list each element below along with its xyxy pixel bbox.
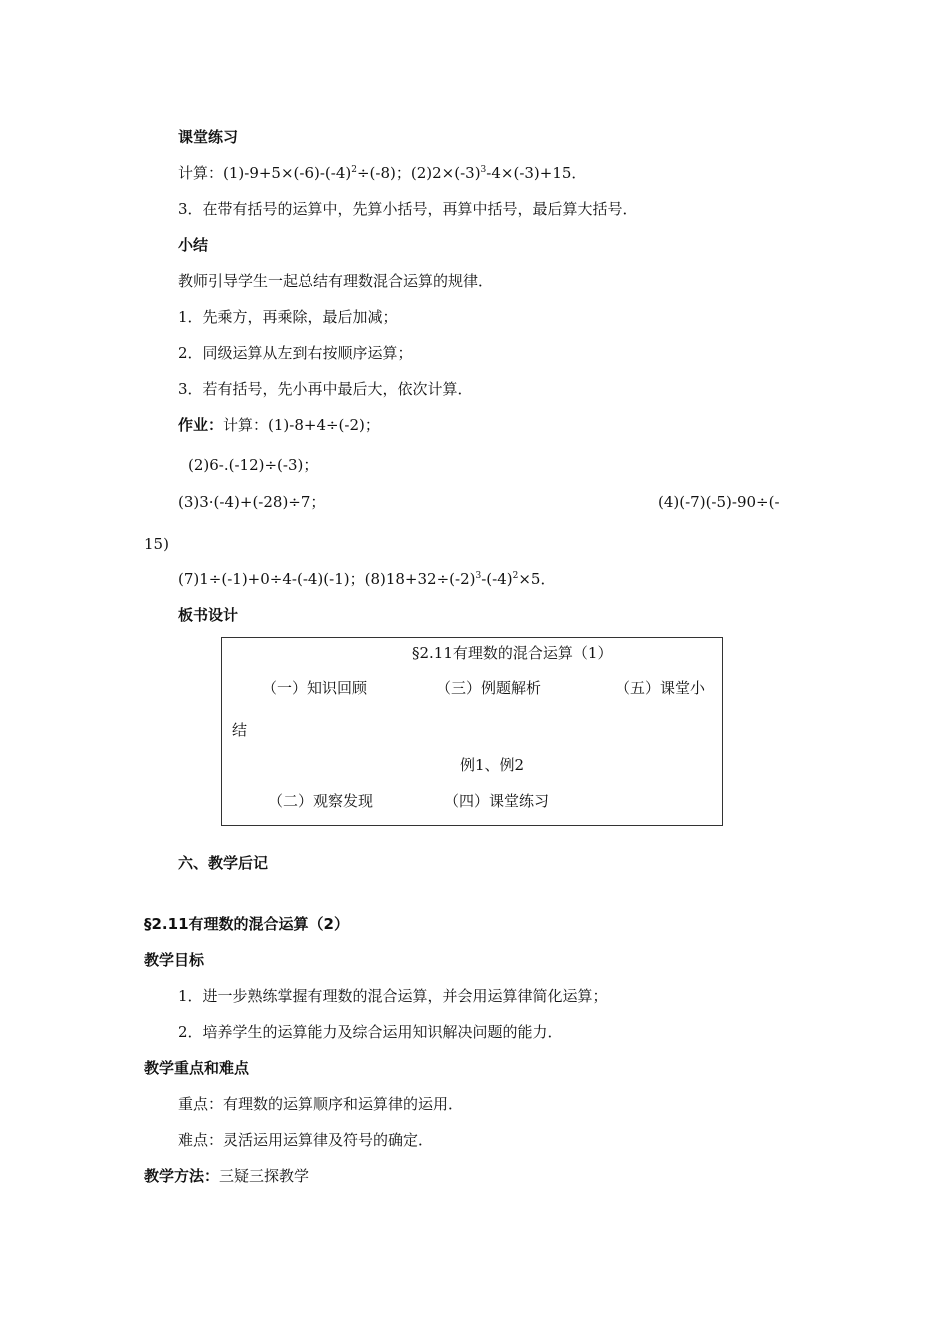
board-item-1: （一）知识回顾 [262,679,368,697]
practice-calc-line [178,163,586,183]
method-label: 教学方法： [144,1167,220,1185]
summary-item: 2．同级运算从左到右按顺序运算； [178,344,413,362]
key-point: 重点：有理数的运算顺序和运算律的运用． [178,1095,464,1113]
board-item-5b: 结 [232,721,248,739]
board-design-box [221,637,723,826]
homework-line-3-left: (3)3·(-4)+(-28)÷7； [178,493,326,511]
exponent: 3 [475,571,482,581]
summary-heading: 小结 [178,236,209,254]
bracket-rule: 3．在带有括号的运算中，先算小括号，再算中括号，最后算大括号． [178,200,638,218]
homework-line-3-right: (4)(-7)(-5)-90÷(- [658,493,780,511]
board-title: §2.11有理数的混合运算（1） [412,644,613,662]
practice-heading: 课堂练习 [178,128,239,146]
board-heading: 板书设计 [178,606,239,624]
board-item-2: （二）观察发现 [268,792,374,810]
hw-part-1: (7)1÷(-1)+0÷4-(-4)(-1)；(8)18+32÷(-2) [178,570,476,588]
calc-part-2: ÷(-8)；(2)2×(-3) [356,164,481,182]
calc-part-1: 计算：(1)-9+5×(-6)-(-4) [178,164,352,182]
homework-line-5 [178,569,555,589]
exponent: 2 [512,571,519,581]
postscript-heading: 六、教学后记 [178,854,269,872]
summary-item: 1．先乘方，再乘除，最后加减； [178,308,398,326]
homework-problem: 计算：(1)-8+4÷(-2)； [223,416,380,434]
board-item-5a: （五）课堂小 [615,679,706,697]
hw-part-3: ×5． [518,570,556,588]
goals-heading: 教学目标 [144,951,205,969]
goal-item: 2．培养学生的运算能力及综合运用知识解决问题的能力． [178,1023,563,1041]
method-value: 三疑三探教学 [219,1167,310,1185]
board-item-4: （四）课堂练习 [444,792,550,810]
summary-item: 3．若有括号，先小再中最后大，依次计算． [178,380,473,398]
homework-line-2: (2)6-.(-12)÷(-3)； [188,456,319,474]
exponent: 2 [351,165,357,175]
calc-part-3: -4×(-3)+15． [486,164,587,182]
board-item-3: （三）例题解析 [436,679,542,697]
difficulty: 难点：灵活运用运算律及符号的确定． [178,1131,434,1149]
goal-item: 1．进一步熟练掌握有理数的混合运算，并会用运算律简化运算； [178,987,608,1005]
method-line [144,1166,309,1186]
section2-title: §2.11有理数的混合运算（2） [144,915,349,933]
board-examples: 例1、例2 [460,756,525,774]
homework-line-4: 15) [144,535,169,553]
homework-line-1 [178,415,380,435]
homework-label: 作业： [178,416,224,434]
exponent: 3 [480,165,487,175]
summary-intro: 教师引导学生一起总结有理数混合运算的规律． [178,272,494,290]
hw-part-2: -(-4) [481,570,513,588]
key-heading: 教学重点和难点 [144,1059,250,1077]
